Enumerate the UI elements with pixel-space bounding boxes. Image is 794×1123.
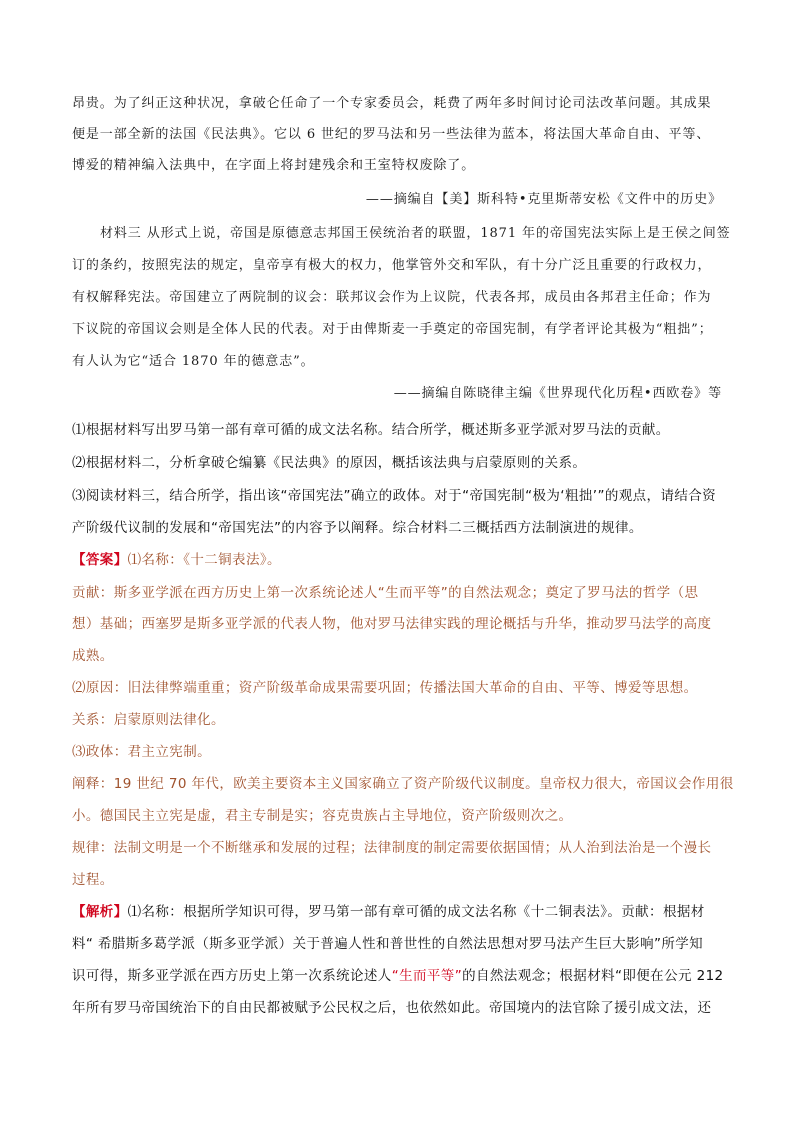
analysis-text-3a: 识可得，斯多亚学派在西方历史上第一次系统论述人 [72, 968, 392, 984]
material3-line-1: 材料三 从形式上说，帝国是原德意志邦国王侯统治者的联盟，1871 年的帝国宪法实际上是王侯之间签 [100, 226, 731, 241]
answer-line-1 [72, 548, 722, 568]
question-1: ⑴根据材料写出罗马第一部有章可循的成文法名称。结合所学，概述斯多亚学派对罗马法的贡献。 [72, 422, 670, 438]
analysis-line-3 [72, 964, 722, 984]
question-3-line-1: ⑶阅读材料三，结合所学，指出该“帝国宪法”确立的政体。对于“帝国宪制“极为‘粗拙’”的观点，请结合资 [72, 488, 717, 504]
analysis-text-1: ⑴名称：根据所学知识可得，罗马第一部有章可循的成文法名称《十二铜表法》。贡献：根据材 [127, 904, 705, 920]
question-3-line-2: 产阶级代议制的发展和“帝国宪法”的内容予以阐释。综合材料二三概括西方法制演进的规律。 [72, 520, 643, 536]
answer-line-4: 成熟。 [72, 648, 114, 664]
material3-line-4: 下议院的帝国议会则是全体人民的代表。对于由俾斯麦一手奠定的帝国宪制，有学者评论其极为“粗拙”； [72, 322, 713, 337]
answer-line-9: 小。德国民主立宪是虚，君主专制是实；容克贵族占主导地位，资产阶级则次之。 [72, 808, 573, 824]
analysis-line-4: 年所有罗马帝国统治下的自由民都被赋予公民权之后，也依然如此。帝国境内的法官除了援引成文法，还 [72, 1000, 712, 1016]
answer-text: ⑴名称：《十二铜表法》。 [127, 552, 281, 568]
material2-line-2: 便是一部全新的法国《民法典》。它以 6 世纪的罗马法和另一些法律为蓝本，将法国大革命自由、平等、 [72, 127, 711, 142]
material2-line-1: 昂贵。为了纠正这种状况，拿破仑任命了一个专家委员会，耗费了两年多时间讨论司法改革问题。其成果 [72, 96, 712, 111]
answer-line-7: ⑶政体：君主立宪制。 [72, 744, 211, 760]
material3-line-5: 有人认为它“适合 1870 年的德意志”。 [72, 354, 315, 369]
material3-line-2: 订的条约，按照宪法的规定，皇帝享有极大的权力，他掌管外交和军队，有十分广泛且重要的行政权力， [72, 258, 712, 273]
analysis-highlight: “生而平等” [391, 968, 463, 984]
answer-tag: 【答案】 [72, 552, 128, 568]
answer-line-11: 过程。 [72, 872, 114, 888]
answer-line-2: 贡献：斯多亚学派在西方历史上第一次系统论述人“生而平等”的自然法观念；奠定了罗马法的哲学（思 [72, 585, 699, 601]
answer-line-10: 规律：法制文明是一个不断继承和发展的过程；法律制度的制定需要依据国情；从人治到法治是一个漫长 [72, 840, 712, 856]
material2-line-3: 博爱的精神编入法典中，在字面上将封建残余和王室特权废除了。 [72, 158, 476, 173]
answer-line-8: 阐释：19 世纪 70 年代，欧美主要资本主义国家确立了资产阶级代议制度。皇帝权力很大，帝国议会作用很 [72, 776, 734, 792]
answer-line-5: ⑵原因：旧法律弊端重重；资产阶级革命成果需要巩固；传播法国大革命的自由、平等、博爱等思想。 [72, 680, 698, 696]
material3-source: ——摘编自陈晓律主编《世界现代化历程•西欧卷》等 [393, 386, 722, 401]
answer-line-6: 关系：启蒙原则法律化。 [72, 712, 225, 728]
analysis-line-2: 料“ 希腊斯多葛学派（斯多亚学派）关于普遍人性和普世性的自然法思想对罗马法产生巨大影响”所学知 [72, 936, 704, 952]
analysis-tag: 【解析】 [72, 904, 128, 920]
question-2: ⑵根据材料二，分析拿破仑编纂《民法典》的原因，概括该法典与启蒙原则的关系。 [72, 455, 587, 471]
material3-line-3: 有权解释宪法。帝国建立了两院制的议会：联邦议会作为上议院，代表各邦，成员由各邦君主任命；作为 [72, 290, 712, 305]
analysis-text-3b: 的自然法观念；根据材料“即便在公元 212 [462, 968, 724, 984]
analysis-line-1 [72, 900, 722, 920]
answer-line-3: 想）基础；西塞罗是斯多亚学派的代表人物，他对罗马法律实践的理论概括与升华，推动罗马法学的高度 [72, 616, 712, 632]
material2-source: ——摘编自【美】斯科特•克里斯蒂安松《文件中的历史》 [365, 192, 722, 207]
